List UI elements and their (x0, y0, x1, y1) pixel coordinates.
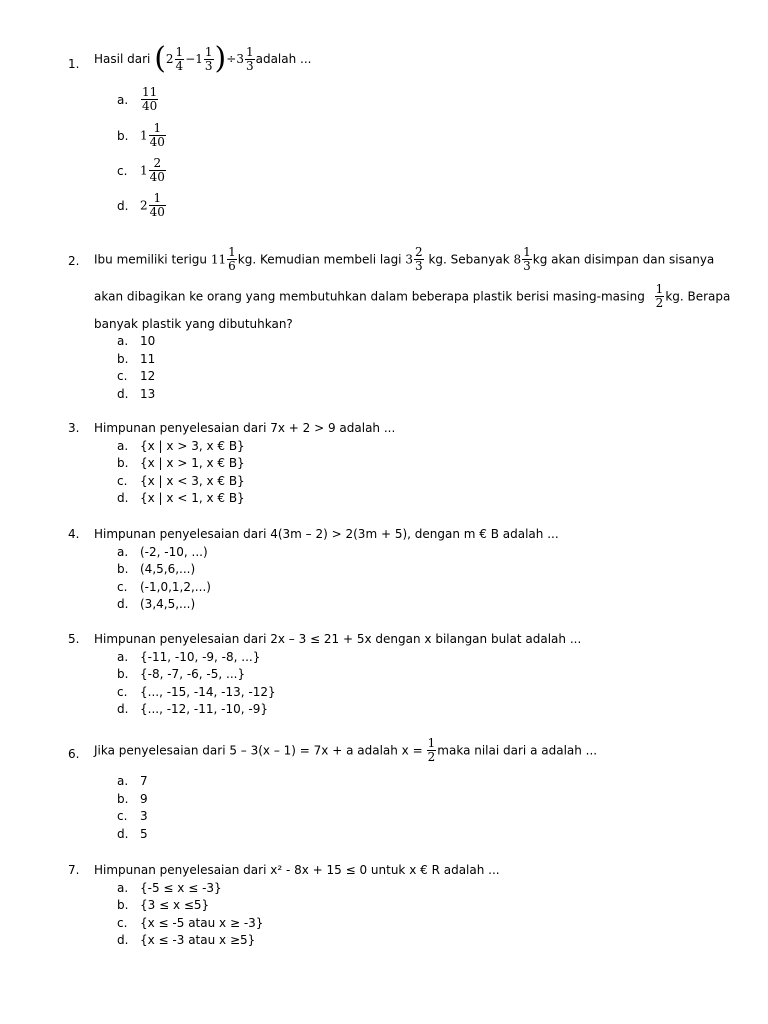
option-c[interactable] (117, 809, 148, 823)
option-value: {..., -12, -11, -10, -9} (140, 702, 268, 716)
option-value: 11 (140, 352, 156, 366)
option-letter: c. (117, 580, 128, 594)
option-d[interactable] (117, 491, 245, 505)
question-text: Himpunan penyelesaian dari 2x – 3 ≤ 21 + 5x dengan x bilangan bulat adalah ... (94, 632, 582, 646)
option-fraction: $\frac{11}{40}$ (142, 85, 158, 113)
option-value: 5 (140, 827, 148, 841)
question-number: 6. (68, 747, 80, 761)
option-a[interactable] (117, 881, 222, 895)
question-text (94, 41, 312, 76)
option-letter: d. (117, 198, 129, 213)
option-c[interactable] (117, 916, 263, 930)
option-value: {-11, -10, -9, -8, ...} (140, 650, 261, 664)
option-letter: b. (117, 456, 129, 470)
option-letter: c. (117, 809, 128, 823)
option-value: (4,5,6,...) (140, 562, 196, 576)
option-value: (-2, -10, ...) (140, 545, 208, 559)
option-letter: b. (117, 792, 129, 806)
question-text: kg. Kemudian membeli lagi (237, 252, 402, 267)
option-value: (3,4,5,...) (140, 597, 196, 611)
question-tail: adalah ... (255, 52, 312, 66)
option-value: {x | x > 1, x € B} (140, 456, 245, 470)
question-number: 1. (68, 57, 80, 71)
question-label: Hasil dari (94, 52, 151, 66)
option-letter: d. (117, 387, 129, 401)
option-letter: c. (117, 685, 128, 699)
option-whole: 1 (140, 128, 148, 143)
option-fraction: $\frac{1}{40}$ (149, 191, 165, 219)
option-value: 3 (140, 809, 148, 823)
option-value: (-1,0,1,2,...) (140, 580, 211, 594)
option-letter: c. (117, 474, 128, 488)
option-value: {x | x < 1, x € B} (140, 491, 245, 505)
option-b[interactable] (117, 456, 245, 470)
option-value: 7 (140, 774, 148, 788)
option-a[interactable] (117, 334, 155, 348)
whole-number: 3 (405, 252, 413, 267)
question-text: Himpunan penyelesaian dari x² - 8x + 15 ≤ 0 untuk x € R adalah ... (94, 863, 500, 877)
minus-sign: − (185, 52, 196, 66)
question-text: Ibu memiliki terigu (94, 252, 208, 267)
option-letter: b. (117, 352, 129, 366)
option-b[interactable] (117, 122, 167, 149)
option-value: {-5 ≤ x ≤ -3} (140, 881, 222, 895)
fraction: $\frac{1}{2}$ (427, 736, 436, 764)
option-a[interactable] (117, 650, 260, 664)
option-value: {x | x < 3, x € B} (140, 474, 245, 488)
question-number: 7. (68, 863, 80, 877)
option-d[interactable] (117, 702, 268, 716)
fraction: $\frac{1}{3}$ (204, 44, 213, 73)
fraction: $\frac{1}{3}$ (245, 44, 254, 73)
whole-number: 8 (513, 252, 522, 267)
divide-sign: ÷ (226, 52, 237, 66)
option-letter: a. (117, 881, 129, 895)
option-value: {x | x > 3, x € B} (140, 439, 245, 453)
option-a[interactable] (117, 439, 245, 453)
option-c[interactable] (117, 580, 211, 594)
question-line-3: banyak plastik yang dibutuhkan? (94, 317, 293, 331)
fraction: $\frac{1}{2}$ (655, 282, 664, 310)
question-number: 2. (68, 254, 80, 268)
whole-number: 1 (195, 52, 203, 66)
right-paren: ) (214, 41, 227, 76)
fraction: $\frac{1}{3}$ (523, 245, 531, 273)
question-number: 5. (68, 632, 80, 646)
option-letter: c. (117, 916, 128, 930)
option-letter: a. (117, 439, 129, 453)
option-a[interactable] (117, 86, 159, 113)
option-letter: a. (117, 650, 129, 664)
option-value: {..., -15, -14, -13, -12} (140, 685, 276, 699)
option-d[interactable] (117, 827, 148, 841)
question-line-2 (94, 283, 730, 310)
question-text: kg akan disimpan dan sisanya (532, 252, 715, 267)
option-letter: d. (117, 933, 129, 947)
option-value: {-8, -7, -6, -5, ...} (140, 667, 246, 681)
question-text-part: Jika penyelesaian dari 5 – 3(x – 1) = 7x + a adalah x = (94, 743, 423, 758)
option-value: 12 (140, 369, 156, 383)
question-text: kg. Sebanyak (428, 252, 510, 267)
question-text: kg. Berapa (665, 289, 731, 304)
question-text: Himpunan penyelesaian dari 4(3m – 2) > 2(3m + 5), dengan m € B adalah ... (94, 527, 559, 541)
option-c[interactable] (117, 474, 245, 488)
option-letter: d. (117, 597, 129, 611)
option-b[interactable] (117, 667, 245, 681)
option-letter: b. (117, 667, 129, 681)
question-line-1 (94, 246, 714, 273)
option-value: 13 (140, 387, 156, 401)
option-a[interactable] (117, 774, 148, 788)
option-value: {3 ≤ x ≤5} (140, 898, 210, 912)
fraction: $\frac{2}{3}$ (415, 245, 423, 273)
option-letter: a. (117, 774, 129, 788)
option-value: 10 (140, 334, 156, 348)
left-paren: ( (154, 41, 166, 76)
option-d[interactable] (117, 192, 167, 219)
option-a[interactable] (117, 545, 208, 559)
option-c[interactable] (117, 157, 167, 184)
option-fraction: $\frac{2}{40}$ (149, 156, 165, 184)
option-letter: c. (117, 163, 128, 178)
option-c[interactable] (117, 369, 155, 383)
option-whole: 2 (140, 198, 148, 213)
option-letter: a. (117, 334, 129, 348)
option-letter: b. (117, 898, 129, 912)
fraction: $\frac{1}{4}$ (175, 44, 184, 73)
option-d[interactable] (117, 933, 255, 947)
whole-number: 3 (236, 52, 244, 66)
option-value: 9 (140, 792, 148, 806)
option-letter: b. (117, 128, 129, 143)
option-c[interactable] (117, 685, 276, 699)
option-d[interactable] (117, 597, 195, 611)
option-fraction: $\frac{1}{40}$ (149, 121, 165, 149)
option-b[interactable] (117, 898, 209, 912)
option-letter: d. (117, 491, 129, 505)
question-number: 3. (68, 421, 80, 435)
question-number: 4. (68, 527, 80, 541)
option-letter: d. (117, 702, 129, 716)
option-letter: d. (117, 827, 129, 841)
option-value: {x ≤ -5 atau x ≥ -3} (140, 916, 264, 930)
question-text: akan dibagikan ke orang yang membutuhkan dalam beberapa plastik berisi masing-masing (94, 289, 645, 304)
whole-number: 2 (165, 52, 174, 66)
question-text (94, 737, 597, 764)
option-b[interactable] (117, 792, 148, 806)
option-b[interactable] (117, 562, 195, 576)
question-text: Himpunan penyelesaian dari 7x + 2 > 9 adalah ... (94, 421, 396, 435)
option-letter: a. (117, 545, 129, 559)
whole-number: 11 (210, 252, 227, 267)
option-d[interactable] (117, 387, 155, 401)
fraction: $\frac{1}{6}$ (228, 245, 236, 273)
question-text-part: maka nilai dari a adalah ... (437, 743, 598, 758)
option-value: {x ≤ -3 atau x ≥5} (140, 933, 256, 947)
option-letter: a. (117, 92, 129, 107)
option-letter: c. (117, 369, 128, 383)
option-b[interactable] (117, 352, 155, 366)
option-letter: b. (117, 562, 129, 576)
option-whole: 1 (140, 163, 148, 178)
